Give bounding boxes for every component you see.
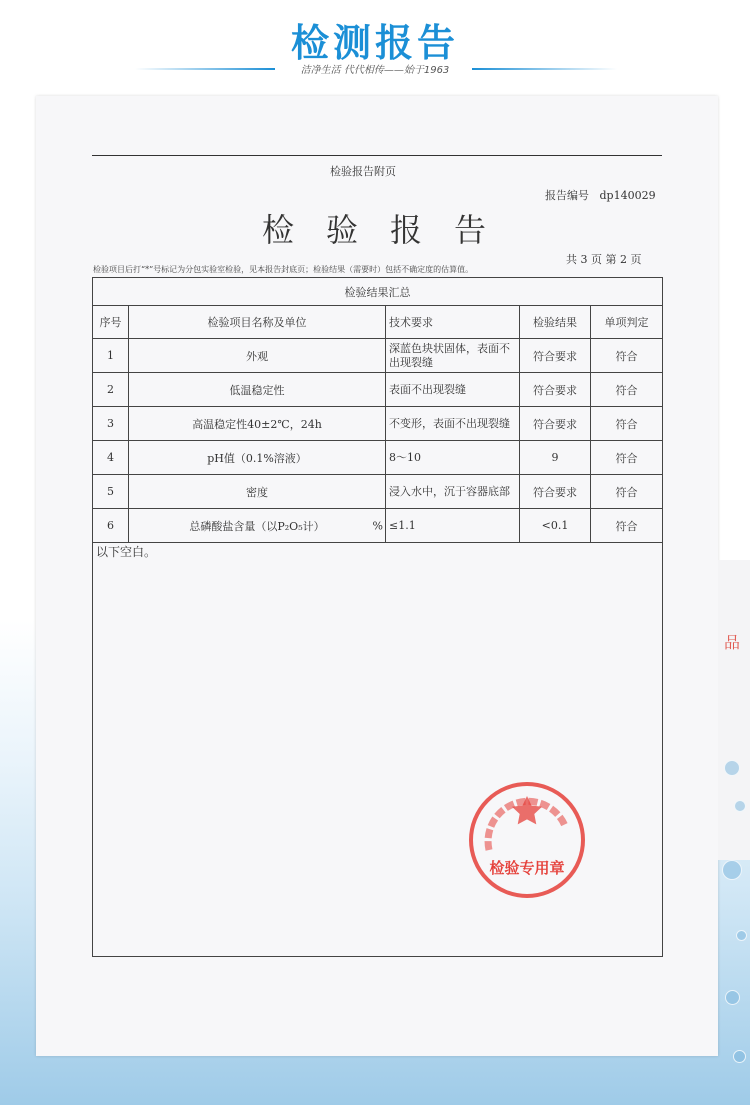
header-requirement: 技术要求 (386, 306, 520, 339)
row-verdict: 符合 (591, 407, 663, 441)
row-no: 6 (93, 509, 129, 543)
report-title: 检验报告 (262, 211, 519, 249)
report-number: 报告编号 dp140029 (545, 189, 656, 202)
row-result: 符合要求 (520, 407, 591, 441)
header-result: 检验结果 (520, 306, 591, 339)
empty-note: 以下空白。 (93, 543, 663, 957)
bubble-decoration (736, 930, 747, 941)
row-verdict: 符合 (591, 339, 663, 373)
row-item: pH值（0.1%溶液） (129, 441, 386, 475)
banner-subtitle: 洁净生活 代代相传——始于1963 (300, 65, 450, 76)
table-row (93, 441, 663, 475)
row-verdict: 符合 (591, 475, 663, 509)
row-no: 3 (93, 407, 129, 441)
table-caption: 检验结果汇总 (93, 278, 663, 306)
side-paper-edge (718, 560, 750, 860)
row-result: <0.1 (520, 509, 591, 543)
row-requirement: 表面不出现裂缝 (386, 373, 520, 407)
row-requirement: 浸入水中，沉于容器底部 (386, 475, 520, 509)
row-requirement: 不变形，表面不出现裂缝 (386, 407, 520, 441)
seal-ring-icon (467, 780, 587, 900)
row-item: 总磷酸盐含量（以P₂O₅计） % (129, 509, 386, 543)
row-item: 密度 (129, 475, 386, 509)
row-no: 5 (93, 475, 129, 509)
row-verdict: 符合 (591, 373, 663, 407)
table-row (93, 509, 663, 543)
row-requirement: 8～10 (386, 441, 520, 475)
seal-text: 检验专用章 (489, 859, 565, 877)
top-rule (92, 155, 662, 156)
row-requirement: 深蓝色块状固体，表面不出现裂缝 (386, 339, 520, 373)
row-no: 1 (93, 339, 129, 373)
bubble-decoration (734, 800, 746, 812)
appendix-label: 检验报告附页 (330, 165, 396, 178)
bubble-decoration (733, 1050, 746, 1063)
official-seal (467, 780, 587, 900)
row-no: 2 (93, 373, 129, 407)
side-stamp-fragment: 品 (724, 633, 741, 652)
row-requirement: ≤1.1 (386, 509, 520, 543)
bubble-decoration (725, 990, 740, 1005)
row-result: 符合要求 (520, 339, 591, 373)
row-verdict: 符合 (591, 441, 663, 475)
row-verdict: 符合 (591, 509, 663, 543)
table-row (93, 475, 663, 509)
row-result: 符合要求 (520, 373, 591, 407)
banner-title: 检测报告 (290, 21, 459, 65)
row-item: 外观 (129, 339, 386, 373)
row-result: 符合要求 (520, 475, 591, 509)
row-item: 高温稳定性40±2℃，24h (129, 407, 386, 441)
bubble-decoration (724, 760, 740, 776)
header-item: 检验项目名称及单位 (129, 306, 386, 339)
table-row (93, 339, 663, 373)
header-verdict: 单项判定 (591, 306, 663, 339)
bubble-decoration (722, 860, 742, 880)
table-header-row (93, 306, 663, 339)
row-item: 低温稳定性 (129, 373, 386, 407)
header-no: 序号 (93, 306, 129, 339)
page-info: 共 3 页 第 2 页 (566, 253, 642, 266)
report-note: 检验项目后打“*”号标记为分包实验室检验，见本报告封底页；检验结果（需要时）包括不确定度的估算值。 (93, 265, 474, 274)
row-result: 9 (520, 441, 591, 475)
table-caption-row (93, 278, 663, 306)
row-no: 4 (93, 441, 129, 475)
table-row (93, 373, 663, 407)
table-row (93, 407, 663, 441)
